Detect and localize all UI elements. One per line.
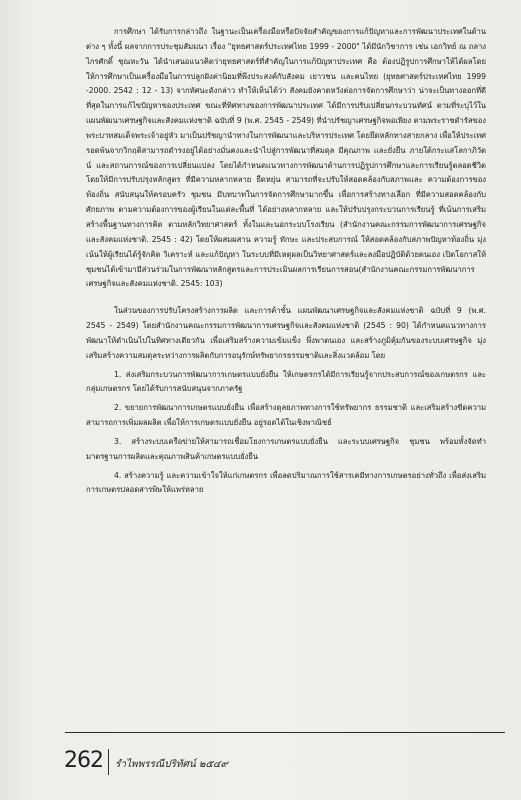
list-item-2: 2. ขยายการพัฒนาการเกษตรแบบยั่งยืน เพื่อสร้างดุลยภาพทางการใช้ทรัพยากร ธรรมชาติ และเสริมสร้างขีดความสามารถการเพิ่มผลผลิต เพื่อให้การเกษตรแบบยั่งยืน อยู่รอดได้ในเชิงพาณิชย์ [86,403,486,428]
list-item-3: 3. สร้างระบบเครือข่ายให้สามารถเชื่อมโยงการเกษตรแบบยั่งยืน และระบบเศรษฐกิจ ชุมชน พร้อมทั้งจัดทำมาตรฐานการผลิตและคุณภาพสินค้าเกษตรแบบยั่งยืน [86,436,486,461]
list-item-1: 1. ส่งเสริมกระบวนการพัฒนาการเกษตรแบบยั่งยืน ให้เกษตรกรได้มีการเรียนรู้จากประสบการณ์ของเกษตรกร และกลุ่มเกษตรกร โดยได้รับการสนับสนุนจากภาครัฐ [86,369,486,394]
paragraph-2: ในส่วนของการปรับโครงสร้างการผลิต และการค้าขั้น แผนพัฒนาเศรษฐกิจและสังคมแห่งชาติ ฉบับที่ 9 (พ.ศ. 2545 - 2549) โดยสำนักงานคณะกรรมการพัฒนาการเศรษฐกิจและสังคมแห่งชาติ (2545 : 90) ได้กำหนดแนวทางการพัฒนาให้ดำเนินไปในทิศทางเดียวกัน เพื่อเสริมสร้างความเข้มแข็ง พึ่งพาตนเอง และสร้างภูมิคุ้มกันของระบบเศรษฐกิจ มุ่งเสริมสร้างความสมดุลระหว่างการผลิตกับการอนุรักษ์ทรัพยากรธรรมชาติและสิ่งแวดล้อม โดย [86,306,486,360]
footer-rule [65,732,505,733]
list-item-4: 4. สร้างความรู้ และความเข้าใจให้แก่เกษตรกร เพื่อลดปริมาณการใช้สารเคมีทางการเกษตรอย่างทั่วถึง เพื่อส่งเสริมการเกษตรปลอดสารพิษให้แพร่หลาย [86,470,486,495]
footer-divider [108,749,109,775]
journal-title: รำไพพรรณีปริทัศน์ ๒๕๔๙ [115,759,228,770]
paragraph-1: การศึกษา ได้รับการกล่าวถึง ในฐานะเป็นเครื่องมือหรือปัจจัยสำคัญของการแก้ปัญหาและการพัฒนาประเทศในด้านต่าง ๆ ทั้งนี้ ผลจากการประชุมสัมมนา เรื่อง "ยุทธศาสตร์ประเทศไทย 1999 - 2000" ได้มีนักวิชาการ เช่น เอกวิทย์ ณ ถลาง ไกรศักดิ์ ชุณหะวัน ได้นำเสนอแนวคิดว่ายุทธศาสตร์ที่สำคัญในการแก้ปัญหาประเทศ คือ ต้องปฏิรูปการศึกษาให้ได้ผลโดยให้การศึกษาเป็นเครื่องมือในการปลูกฝังค่านิยมที่พึงประสงค์กับสังคม เยาวชน และคนไทย (ยุทธศาสตร์ประเทศไทย 1999 -2000. 2542 : 12 - 13) จากทัศนะดังกล่าว ทำให้เห็นได้ว่า สังคมยังคาดหวังต่อการจัดการศึกษาว่า น่าจะเป็นทางออกที่ดีที่สุดในการแก้ไขปัญหาของประเทศ ขณะที่ทิศทางของการพัฒนาประเทศ ได้มีการปรับเปลี่ยนกระบวนทัศน์ ตามที่ระบุไว้ในแผนพัฒนาเศรษฐกิจและสังคมแห่งชาติ ฉบับที่ 9 (พ.ศ. 2545 - 2549) ที่นำปรัชญาเศรษฐกิจพอเพียง ตามพระราชดำรัสของพระบาทสมเด็จพระเจ้าอยู่หัว มาเป็นปรัชญานำทางในการพัฒนาและบริหารประเทศ โดยยึดหลักทางสายกลาง เพื่อให้ประเทศรอดพ้นจากวิกฤติสามารถดำรงอยู่ได้อย่างมั่นคงและนำไปสู่การพัฒนาที่สมดุล มีคุณภาพ และยั่งยืน ภายใต้กระแสโลกาภิวัตน์ และสถานการณ์ของการเปลี่ยนแปลง โดยได้กำหนดแนวทางการพัฒนาด้านการปฏิรูปการศึกษาและการเรียนรู้ตลอดชีวิต โดยให้มีการปรับปรุงหลักสูตร ที่มีความหลากหลาย ยืดหยุ่น สามารถที่จะปรับให้สอดคล้องกับสภาพและ ความต้องการของท้องถิ่น สนับสนุนให้ครอบครัว ชุมชน มีบทบาทในการจัดการศึกษามากขึ้น เพื่อการสร้างทางเลือก ที่มีความสอดคล้องกับศักยภาพ ตามความต้องการของผู้เรียนในแต่ละพื้นที่ ได้อย่างหลากหลาย และให้ปรับปรุงกระบวนการเรียนรู้ ที่เน้นการเสริมสร้างพื้นฐานทางการคิด ตามหลักวิทยาศาสตร์ ทั้งในและนอกระบบโรงเรียน (สำนักงานคณะกรรมการพัฒนาการเศรษฐกิจและสังคมแห่งชาติ. 2545 : 42) โดยให้ผสมผสาน ความรู้ ทักษะ และประสบการณ์ ให้สอดคล้องกับสภาพปัญหาท้องถิ่น มุ่งเน้นให้ผู้เรียนได้รู้จักคิด วิเคราะห์ และแก้ปัญหา ในระบบที่มีเหตุผลเป็นวิทยาศาสตร์และลงมือปฏิบัติด้วยตนเอง เปิดโอกาสให้ชุมชนได้เข้ามามีส่วนร่วมในการพัฒนาหลักสูตรและการประเมินผลการเรียนการสอน(สำนักงานคณะกรรมการพัฒนาการเศรษฐกิจและสังคมแห่งชาติ. 2545: 103) [86,27,486,289]
page-number: 262 [64,748,103,773]
body-text [86,25,486,498]
